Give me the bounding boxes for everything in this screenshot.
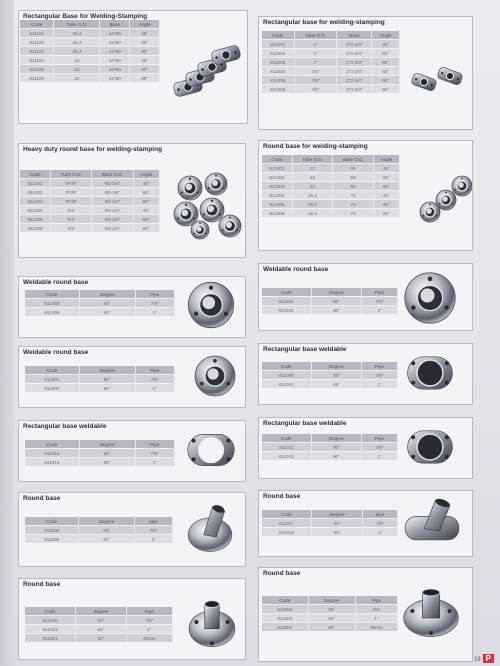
table-row: [262, 623, 398, 632]
table-cell: 45°: [373, 191, 399, 200]
spec-table: [262, 434, 398, 460]
table-cell: 811003: [262, 58, 294, 67]
table-cell: 90°: [79, 375, 135, 384]
table-cell: 7/8": [362, 371, 398, 380]
table-row: [262, 191, 400, 200]
table-cell: 44*80: [100, 29, 130, 38]
table-cell: 90°: [373, 209, 399, 218]
table-row: [20, 47, 160, 56]
table-row: [25, 308, 175, 317]
table-cell: 90°: [79, 384, 135, 393]
table-cell: 7/8": [135, 449, 174, 458]
table-cell: 30mm: [356, 623, 398, 632]
table-cell: 1": [135, 535, 173, 544]
table-cell: 45°: [130, 29, 160, 38]
table-cell: 74: [333, 191, 374, 200]
table-cell: 2"3-3/4": [337, 67, 372, 76]
table-cell: 90°: [308, 605, 355, 614]
spec-table: [20, 170, 160, 232]
table-row: [20, 197, 160, 206]
table-cell: 811022: [25, 625, 76, 634]
table-cell: 1": [135, 384, 174, 393]
column-header: Pipe: [126, 607, 172, 616]
table-cell: 7/8": [135, 299, 174, 308]
table-row: [262, 85, 400, 94]
table-cell: 90°: [373, 182, 399, 191]
table-cell: 811203: [20, 197, 51, 206]
column-header: Pipe: [356, 596, 398, 605]
table-cell: 811012: [262, 452, 311, 461]
table-cell: 25.4: [292, 200, 332, 209]
table-cell: 60°: [76, 625, 126, 634]
table-cell: 22: [292, 173, 332, 182]
table-cell: 45°: [372, 40, 400, 49]
table-cell: 60°: [373, 200, 399, 209]
spec-table: [262, 510, 398, 536]
column-header: Tube O.D.: [54, 20, 100, 29]
table-cell: 811021: [25, 634, 76, 643]
table-cell: 1": [135, 458, 174, 467]
table-row: [262, 614, 398, 623]
spec-table: [25, 366, 175, 392]
column-header: Code: [25, 366, 79, 375]
table-cell: 90°: [311, 443, 362, 452]
table-cell: 1": [294, 58, 337, 67]
table-cell: 60°: [373, 173, 399, 182]
table-cell: 811105: [20, 65, 54, 74]
table-cell: 90°: [311, 297, 362, 306]
table-cell: 45°: [311, 371, 362, 380]
table-row: [262, 58, 400, 67]
panel-title: Round base: [23, 495, 61, 502]
spec-table: [25, 517, 173, 543]
panel-title: Heavy duty round base for welding-stamping: [23, 146, 163, 153]
table-row: [20, 65, 160, 74]
brand-tab: P: [483, 654, 494, 663]
table-cell: 811505: [25, 526, 79, 535]
table-cell: 811018: [262, 528, 312, 537]
table-cell: 1": [356, 614, 398, 623]
table-cell: 45°: [130, 56, 160, 65]
table-cell: 45°: [79, 308, 135, 317]
panel-title: Round base: [263, 493, 301, 500]
table-cell: 60°: [79, 449, 135, 458]
column-header: Degree: [79, 440, 135, 449]
round-tube-upright-photo: [186, 594, 238, 650]
panel-title: Weldable round base: [23, 279, 89, 286]
column-header: Code: [25, 517, 79, 526]
table-cell: 90°: [308, 614, 355, 623]
table-cell: 60°: [372, 49, 400, 58]
table-cell: Φ2-3/4": [92, 224, 133, 233]
table-cell: 45°: [373, 164, 399, 173]
table-cell: 45°: [133, 206, 159, 215]
table-row: [262, 40, 400, 49]
table-cell: 811303: [262, 182, 292, 191]
table-cell: 60°: [372, 76, 400, 85]
page-number: 19 P: [474, 654, 494, 663]
table-cell: 1": [294, 49, 337, 58]
table-cell: 7/8": [135, 526, 173, 535]
table-cell: Φ1": [51, 215, 92, 224]
table-row: [25, 526, 173, 535]
table-cell: 811020: [25, 616, 76, 625]
table-cell: 811102: [20, 38, 54, 47]
table-cell: 811302: [262, 173, 292, 182]
panel-title: Rectangular base for welding-stamping: [263, 19, 385, 26]
table-row: [25, 616, 173, 625]
table-row: [25, 625, 173, 634]
table-cell: 811301: [262, 164, 292, 173]
column-header: Pipe: [135, 366, 174, 375]
column-header: Pipe: [362, 288, 398, 297]
table-cell: Φ1": [51, 206, 92, 215]
column-header: Base O.D.: [92, 170, 133, 179]
table-cell: 811003: [262, 614, 308, 623]
table-cell: 25.4: [54, 29, 100, 38]
table-cell: 811901: [25, 375, 79, 384]
table-cell: 44*80: [100, 74, 130, 83]
column-header: Code: [20, 20, 54, 29]
table-cell: 45°: [372, 67, 400, 76]
column-header: Degree: [311, 434, 362, 443]
panel-title: Round base: [23, 581, 61, 588]
table-row: [25, 449, 175, 458]
table-cell: 1": [126, 625, 172, 634]
table-cell: 60°: [130, 38, 160, 47]
column-header: Tube O.D.: [292, 155, 332, 164]
table-row: [25, 458, 175, 467]
table-row: [262, 528, 398, 537]
page-binding: [0, 0, 14, 666]
table-row: [262, 200, 400, 209]
spec-table: [262, 155, 400, 217]
table-cell: 60°: [76, 634, 126, 643]
table-row: [25, 384, 175, 393]
table-cell: 1": [362, 306, 398, 315]
column-header: pipe: [135, 517, 173, 526]
table-cell: 60°: [79, 458, 135, 467]
table-row: [262, 209, 400, 218]
table-cell: 22: [292, 164, 332, 173]
table-cell: 74: [333, 209, 374, 218]
round-tube-vertical-photo: [400, 582, 462, 640]
round-flange-3hole-photo: [190, 350, 240, 402]
column-header: Code: [262, 434, 311, 443]
table-cell: 811206: [20, 224, 51, 233]
column-header: Code: [262, 510, 312, 519]
table-cell: 811011: [262, 443, 311, 452]
table-row: [262, 452, 398, 461]
table-cell: 811601: [262, 297, 311, 306]
column-header: Base O.D.: [333, 155, 374, 164]
table-cell: Φ7/8": [51, 179, 92, 188]
table-row: [262, 67, 400, 76]
table-row: [20, 206, 160, 215]
table-row: [262, 605, 398, 614]
table-cell: 22: [292, 182, 332, 191]
table-cell: 811104: [20, 56, 54, 65]
round-tube-angled-photo: [184, 500, 236, 556]
table-cell: 1": [363, 528, 398, 537]
rect-base-pair-photo: [408, 52, 468, 102]
table-cell: Φ2-3/4": [92, 188, 133, 197]
column-header: Degree: [311, 288, 362, 297]
table-row: [20, 188, 160, 197]
table-cell: 1": [294, 40, 337, 49]
table-row: [262, 380, 398, 389]
table-cell: 74: [333, 200, 374, 209]
column-header: Tube O.D.: [51, 170, 92, 179]
table-cell: 811204: [20, 206, 51, 215]
table-cell: 45°: [312, 519, 363, 528]
table-cell: Φ7/8": [51, 197, 92, 206]
table-cell: 811458: [25, 299, 79, 308]
table-row: [262, 173, 400, 182]
table-cell: 44*80: [100, 56, 130, 65]
table-cell: 811306: [262, 209, 292, 218]
table-cell: 811013: [25, 449, 79, 458]
table-cell: 90°: [372, 58, 400, 67]
spec-table: [262, 288, 398, 314]
table-cell: 1": [362, 452, 398, 461]
column-header: Degree: [79, 366, 135, 375]
table-cell: 30°: [79, 526, 135, 535]
table-cell: 811004: [262, 67, 294, 76]
table-cell: 69: [333, 173, 374, 182]
table-row: [262, 297, 398, 306]
table-row: [262, 76, 400, 85]
table-row: [262, 443, 398, 452]
table-row: [25, 375, 175, 384]
table-cell: 60°: [76, 616, 126, 625]
spec-table: [20, 20, 160, 82]
table-cell: 25.4: [54, 47, 100, 56]
table-cell: 811106: [20, 74, 54, 83]
table-cell: 811004: [262, 623, 308, 632]
table-cell: 811001: [262, 40, 294, 49]
table-cell: Φ7/8": [51, 188, 92, 197]
panel-title: Rectangular Base for Welding-Stamping: [23, 13, 148, 20]
table-cell: 44*80: [100, 47, 130, 56]
table-cell: 25.4: [54, 38, 100, 47]
rect-flange-photo: [402, 346, 458, 400]
table-cell: 2"3-3/4": [337, 85, 372, 94]
table-row: [20, 215, 160, 224]
column-header: Angle: [373, 155, 399, 164]
table-row: [20, 74, 160, 83]
table-cell: 1": [135, 308, 174, 317]
table-cell: Φ2-3/4": [92, 179, 133, 188]
table-cell: 7/8": [294, 67, 337, 76]
table-cell: 7/8": [363, 519, 398, 528]
column-header: degree: [76, 607, 126, 616]
table-cell: 90°: [372, 85, 400, 94]
table-cell: 25.4: [292, 191, 332, 200]
table-cell: 811003: [262, 605, 308, 614]
table-cell: Φ2-3/4": [92, 206, 133, 215]
table-row: [25, 634, 173, 643]
table-cell: 90°: [311, 306, 362, 315]
column-header: Angle: [133, 170, 159, 179]
table-cell: 811009: [262, 371, 311, 380]
table-row: [262, 306, 398, 315]
table-row: [20, 38, 160, 47]
spec-table: [25, 290, 175, 316]
table-cell: 811459: [25, 308, 79, 317]
table-cell: 811101: [20, 29, 54, 38]
table-cell: 1": [362, 380, 398, 389]
column-header: pipe: [363, 510, 398, 519]
table-row: [262, 49, 400, 58]
table-row: [20, 179, 160, 188]
table-cell: 45°: [79, 299, 135, 308]
table-cell: 811002: [262, 49, 294, 58]
column-header: Code: [262, 288, 311, 297]
table-cell: Φ1": [51, 224, 92, 233]
table-cell: 22: [54, 56, 100, 65]
panel-title: Rectangular base weldable: [263, 420, 347, 427]
table-cell: 69: [333, 164, 374, 173]
table-cell: 7/8": [294, 85, 337, 94]
table-cell: 811304: [262, 191, 292, 200]
table-cell: 60°: [133, 215, 159, 224]
spec-table: [262, 362, 398, 388]
column-header: Code: [262, 596, 308, 605]
table-cell: 2"3-3/4": [337, 40, 372, 49]
rect-tube-angled-photo: [400, 494, 464, 550]
table-row: [20, 224, 160, 233]
table-cell: 30°: [79, 535, 135, 544]
column-header: Code: [262, 155, 292, 164]
column-header: Code: [25, 607, 76, 616]
spec-table: [262, 31, 400, 93]
table-cell: 811305: [262, 200, 292, 209]
table-cell: 811205: [20, 215, 51, 224]
panel-title: Rectangular base weldable: [23, 423, 107, 430]
column-header: Angle: [372, 31, 400, 40]
table-cell: 45°: [312, 528, 363, 537]
table-cell: 7/8": [362, 443, 398, 452]
table-row: [25, 299, 175, 308]
column-header: Base: [100, 20, 130, 29]
column-header: Angle: [130, 20, 160, 29]
column-header: Degree: [312, 510, 363, 519]
table-cell: 811010: [262, 380, 311, 389]
table-row: [20, 56, 160, 65]
table-cell: 25.4: [292, 209, 332, 218]
table-cell: 90°: [130, 47, 160, 56]
column-header: Pipe: [135, 440, 174, 449]
table-row: [262, 164, 400, 173]
table-row: [20, 29, 160, 38]
round-flange-photo: [184, 278, 238, 332]
column-header: Code: [25, 440, 79, 449]
panel-title: Rectangular base weldable: [263, 346, 347, 353]
panel-title: Round base: [263, 570, 301, 577]
table-cell: Φ2-3/4": [92, 197, 133, 206]
table-cell: 811506: [25, 535, 79, 544]
column-header: Pipe: [362, 434, 398, 443]
column-header: Degree: [311, 362, 362, 371]
table-cell: 45°: [311, 380, 362, 389]
table-cell: 811902: [25, 384, 79, 393]
column-header: Pipe: [135, 290, 174, 299]
table-cell: 811103: [20, 47, 54, 56]
table-cell: 811201: [20, 179, 51, 188]
table-cell: 60°: [130, 65, 160, 74]
panel-title: Round base for welding-stamping: [263, 143, 368, 150]
table-cell: 45°: [133, 179, 159, 188]
table-cell: 44*80: [100, 38, 130, 47]
table-cell: 2"3-3/4": [337, 49, 372, 58]
table-cell: 90°: [130, 74, 160, 83]
column-header: Tube O.D.: [294, 31, 337, 40]
table-cell: 811006: [262, 85, 294, 94]
table-cell: 7/8": [356, 605, 398, 614]
table-cell: 90°: [133, 197, 159, 206]
table-cell: 44*80: [100, 65, 130, 74]
round-base-trio-photo: [418, 168, 472, 228]
panel-title: Weldable round base: [23, 349, 89, 356]
table-cell: 7/8": [362, 297, 398, 306]
table-row: [262, 182, 400, 191]
table-cell: 90°: [308, 623, 355, 632]
spec-table: [262, 596, 398, 631]
column-header: Code: [25, 290, 79, 299]
table-cell: 60°: [133, 188, 159, 197]
table-cell: 811202: [20, 188, 51, 197]
column-header: Degree: [308, 596, 355, 605]
table-cell: 7/8": [135, 375, 174, 384]
table-cell: 811602: [262, 306, 311, 315]
column-header: Base: [337, 31, 372, 40]
table-cell: 22: [54, 74, 100, 83]
table-row: [25, 535, 173, 544]
table-cell: 90°: [311, 452, 362, 461]
table-cell: 811017: [262, 519, 312, 528]
column-header: Code: [262, 31, 294, 40]
rect-flange-open-photo: [182, 424, 240, 476]
column-header: Degree: [79, 290, 135, 299]
table-cell: 30mm: [126, 634, 172, 643]
round-base-group-photo: [172, 170, 244, 240]
column-header: Code: [262, 362, 311, 371]
table-cell: 7/8": [294, 76, 337, 85]
table-cell: 2"3-3/4": [337, 76, 372, 85]
spec-table: [25, 607, 173, 642]
table-cell: 69: [333, 182, 374, 191]
column-header: Code: [20, 170, 51, 179]
table-cell: Φ2-3/4": [92, 215, 133, 224]
column-header: Pipe: [362, 362, 398, 371]
table-cell: 90°: [133, 224, 159, 233]
spec-table: [25, 440, 175, 466]
rect-base-group-photo: [168, 40, 246, 112]
rect-flange-photo: [402, 420, 458, 474]
table-cell: 811005: [262, 76, 294, 85]
panel-title: Weldable round base: [263, 266, 329, 273]
table-cell: 22: [54, 65, 100, 74]
table-cell: 2"3-3/4": [337, 58, 372, 67]
round-flange-photo: [400, 268, 460, 328]
table-cell: 811014: [25, 458, 79, 467]
table-row: [262, 519, 398, 528]
column-header: Degree: [79, 517, 135, 526]
table-cell: 7/8": [126, 616, 172, 625]
table-row: [262, 371, 398, 380]
